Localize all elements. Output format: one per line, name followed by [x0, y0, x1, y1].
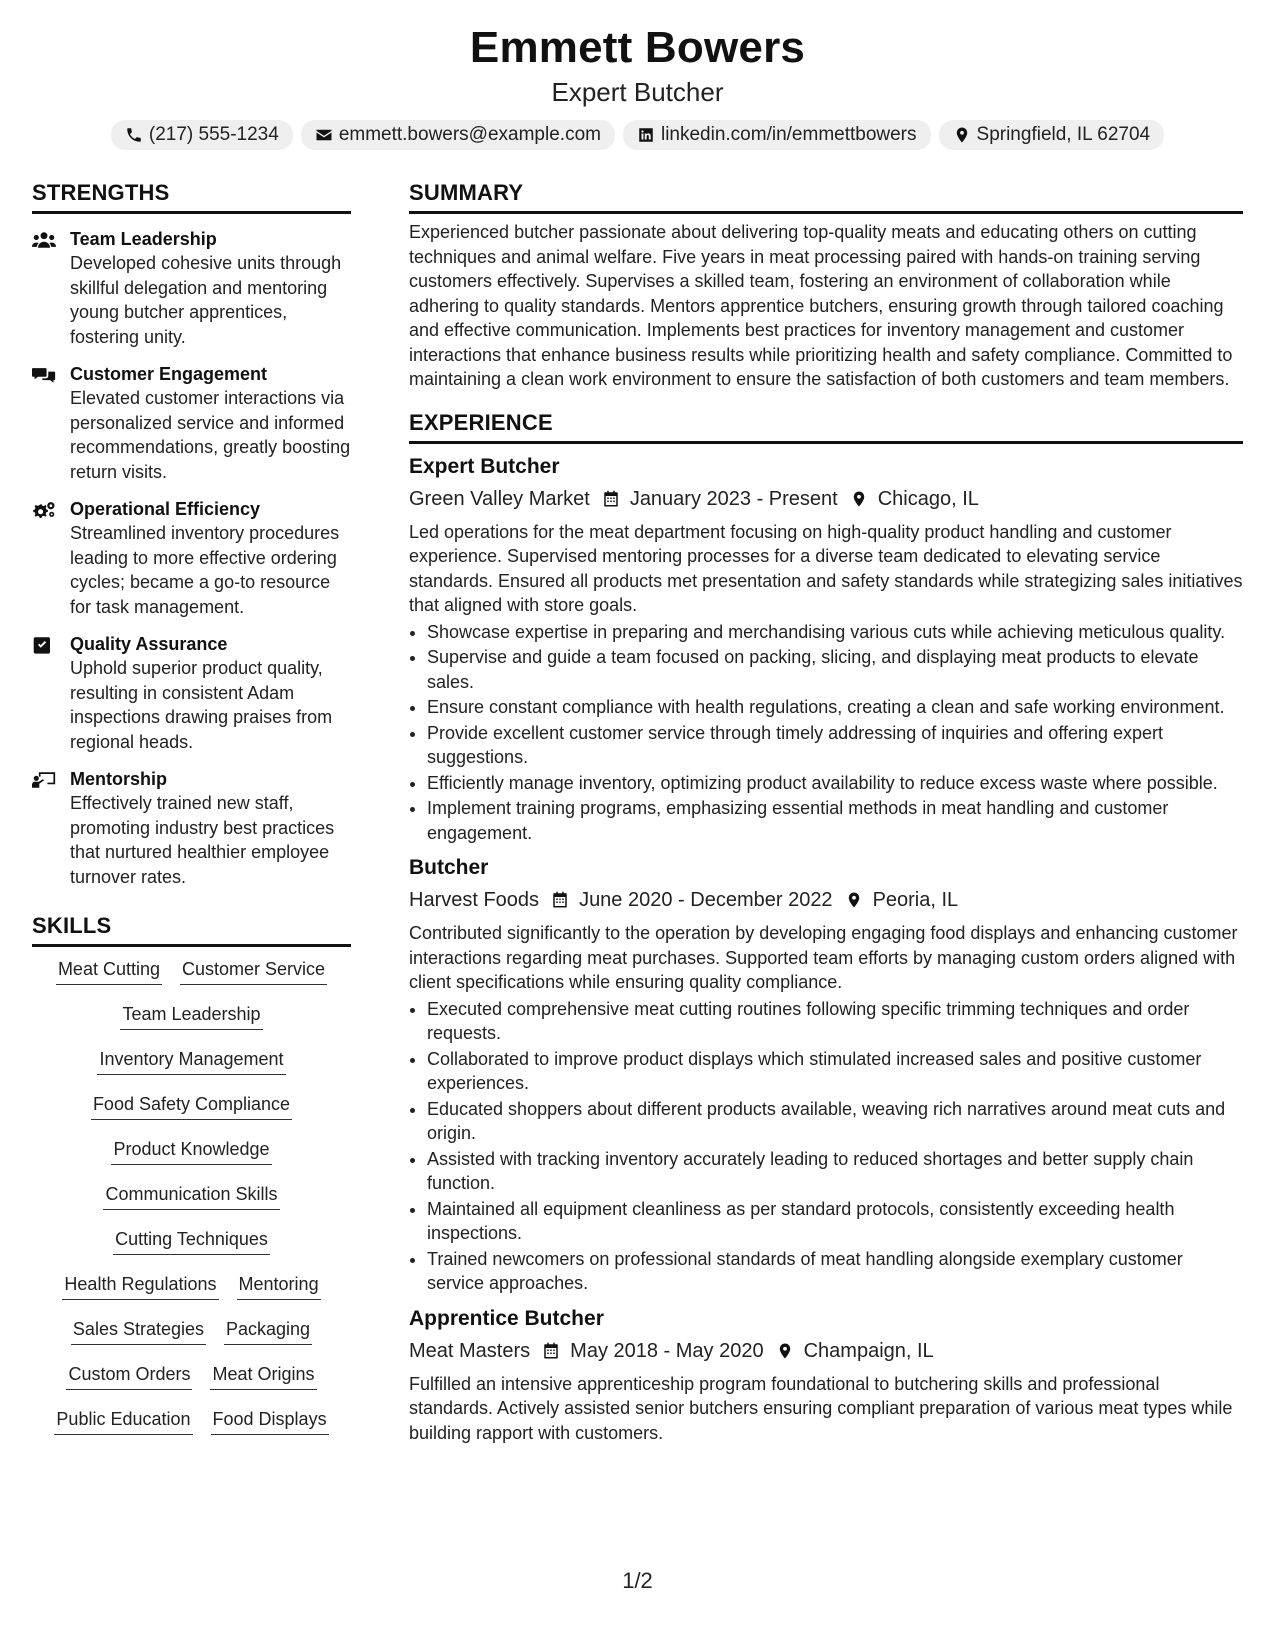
strength-desc: Developed cohesive units through skillful delegation and mentoring young butcher apprentices, fostering unity.	[70, 253, 342, 347]
linkedin-link[interactable]: linkedin.com/in/emmettbowers	[660, 124, 917, 145]
job-bullets	[409, 620, 1243, 846]
job-bullet: • Supervise and guide a team focused on packing, slicing, and displaying meat products to elevate sales.	[427, 645, 1243, 694]
job-bullet: • Trained newcomers on professional standards of meat handling alongside exemplary customer service approaches.	[427, 1247, 1243, 1296]
strength-item	[32, 497, 351, 619]
comments-icon	[32, 365, 56, 385]
calendar-icon	[602, 490, 620, 508]
skills-list	[32, 957, 351, 1452]
job-dates: June 2020 - December 2022	[579, 889, 833, 911]
map-marker-icon	[845, 891, 863, 909]
strength-desc: Elevated customer interactions via personalized service and informed recommendations, greatly boosting return visits.	[70, 388, 351, 482]
page-number: 1/2	[622, 1568, 653, 1593]
contact-bar	[0, 120, 1275, 150]
job-bullet: • Showcase expertise in preparing and merchandising various cuts while achieving meticulous quality.	[427, 620, 1243, 645]
skill-tag: Packaging	[224, 1317, 312, 1345]
strength-title: Customer Engagement	[70, 364, 268, 384]
job-bullet: • Executed comprehensive meat cutting routines following specific trimming techniques and order requests.	[427, 997, 1243, 1046]
location-chip	[939, 120, 1165, 150]
skill-tag: Team Leadership	[120, 1002, 262, 1030]
strength-title: Operational Efficiency	[70, 499, 261, 519]
map-marker-icon	[953, 126, 971, 144]
linkedin-chip	[623, 120, 931, 150]
job-bullet: • Ensure constant compliance with health regulations, creating a clean and safe working environment.	[427, 695, 1243, 720]
strength-desc: Effectively trained new staff, promoting industry best practices that nurtured healthier employee turnover rates.	[70, 793, 335, 887]
job-company: Meat Masters	[409, 1339, 531, 1362]
phone-icon	[125, 126, 143, 144]
job-company: Harvest Foods	[409, 889, 540, 911]
strength-item	[32, 227, 351, 349]
job-title: Apprentice Butcher	[409, 1306, 604, 1330]
envelope-icon	[315, 126, 333, 144]
job-entry	[409, 452, 1243, 846]
job-location: Chicago, IL	[877, 487, 979, 510]
skill-tag: Inventory Management	[97, 1047, 285, 1075]
job-meta	[409, 1336, 1243, 1366]
job-title: Expert Butcher	[409, 454, 560, 478]
strength-title: Mentorship	[70, 769, 167, 789]
job-location: Peoria, IL	[872, 889, 959, 911]
calendar-icon	[542, 1342, 560, 1360]
skills-heading: SKILLS	[32, 911, 351, 947]
email-link[interactable]: emmett.bowers@example.com	[338, 124, 601, 145]
job-description: Contributed significantly to the operation by developing engaging food displays and enhancing customer interactions regarding meat purchases. Supported team efforts by managing custom orders aligned with client specifications while ensuring quality compliance.	[409, 923, 1238, 992]
skill-tag: Meat Origins	[210, 1362, 316, 1390]
job-bullet: • Educated shoppers about different products available, weaving rich narratives around meat cuts and origin.	[427, 1097, 1243, 1146]
resume-header	[0, 22, 1275, 150]
candidate-name: Emmett Bowers	[469, 23, 806, 72]
job-bullet: • Collaborated to improve product displays which stimulated increased sales and positive customer experiences.	[427, 1047, 1243, 1096]
summary-heading: SUMMARY	[409, 178, 1243, 214]
experience-heading: EXPERIENCE	[409, 408, 1243, 444]
map-marker-icon	[776, 1342, 794, 1360]
right-column	[409, 178, 1243, 1445]
job-bullet: • Provide excellent customer service through timely addressing of inquiries and offering expert suggestions.	[427, 721, 1243, 770]
job-title: Butcher	[409, 856, 489, 879]
job-bullets	[409, 997, 1243, 1296]
cogs-icon	[32, 500, 56, 520]
strength-item	[32, 767, 351, 889]
skill-tag: Sales Strategies	[71, 1317, 206, 1345]
phone-chip	[111, 120, 293, 150]
strength-title: Quality Assurance	[70, 634, 228, 654]
skill-tag: Food Safety Compliance	[91, 1092, 292, 1120]
chalkboard-teacher-icon	[32, 770, 56, 790]
strength-title: Team Leadership	[70, 229, 217, 249]
check-square-icon	[32, 635, 56, 655]
phone-text[interactable]: (217) 555-1234	[148, 124, 279, 145]
skill-tag: Food Displays	[211, 1407, 329, 1435]
job-entry	[409, 1304, 1243, 1446]
skill-tag: Communication Skills	[103, 1182, 279, 1210]
strength-item	[32, 362, 351, 484]
strengths-heading: STRENGTHS	[32, 178, 351, 214]
linkedin-icon	[637, 126, 655, 144]
job-bullet: • Assisted with tracking inventory accurately leading to reduced shortages and better supply chain function.	[427, 1147, 1243, 1196]
strength-desc: Uphold superior product quality, resulting in consistent Adam inspections drawing praises from regional heads.	[70, 658, 333, 752]
skill-tag: Mentoring	[237, 1272, 321, 1300]
strength-desc: Streamlined inventory procedures leading to more effective ordering cycles; became a go-to resource for task management.	[70, 523, 340, 617]
users-icon	[32, 230, 56, 250]
email-chip	[301, 120, 615, 150]
calendar-icon	[551, 891, 569, 909]
skill-tag: Meat Cutting	[56, 957, 162, 985]
skill-tag: Public Education	[54, 1407, 192, 1435]
map-marker-icon	[850, 490, 868, 508]
job-location: Champaign, IL	[803, 1339, 934, 1362]
job-bullet: • Implement training programs, emphasizing essential methods in meat handling and customer engagement.	[427, 796, 1243, 845]
job-meta	[409, 484, 1243, 514]
location-text: Springfield, IL 62704	[976, 124, 1151, 145]
skill-tag: Health Regulations	[62, 1272, 218, 1300]
job-meta	[409, 885, 1243, 915]
skill-tag: Custom Orders	[66, 1362, 192, 1390]
job-dates: January 2023 - Present	[629, 487, 838, 510]
job-dates: May 2018 - May 2020	[570, 1339, 764, 1362]
candidate-headline: Expert Butcher	[551, 77, 724, 107]
skill-tag: Cutting Techniques	[113, 1227, 270, 1255]
job-entry	[409, 853, 1243, 1296]
left-column	[32, 178, 351, 1452]
job-company: Green Valley Market	[409, 487, 590, 510]
summary-text: Experienced butcher passionate about delivering top-quality meats and educating others on cutting techniques and animal welfare. Five years in meat processing paired with hands-on training serving customers effectively. Supervises a skilled team, fostering an environment of collaboration while adhering to quality standards. Mentors apprentice butchers, ensuring growth through tailored coaching and effective communication. Implements best practices for inventory management and customer interactions that enhance business results while prioritizing health and safety compliance. Committed to maintaining a clean work environment to ensure the satisfaction of both customers and team members.	[409, 222, 1233, 389]
job-bullet: • Maintained all equipment cleanliness as per standard protocols, consistently exceeding health inspections.	[427, 1197, 1243, 1246]
skill-tag: Customer Service	[180, 957, 327, 985]
job-description: Fulfilled an intensive apprenticeship program foundational to butchering skills and professional standards. Actively assisted senior butchers ensuring compliant preparation of various meat types while building rapport with customers.	[409, 1373, 1233, 1443]
skill-tag: Product Knowledge	[111, 1137, 271, 1165]
job-description: Led operations for the meat department focusing on high-quality product handling and customer experience. Supervised mentoring processes for a diverse team dedicated to elevating service standards. Ensured all products met presentation and safety standards while strategizing sales initiatives that aligned with store goals.	[409, 521, 1243, 615]
job-bullet: • Efficiently manage inventory, optimizing product availability to reduce excess waste where possible.	[427, 771, 1243, 796]
strength-item	[32, 632, 351, 754]
